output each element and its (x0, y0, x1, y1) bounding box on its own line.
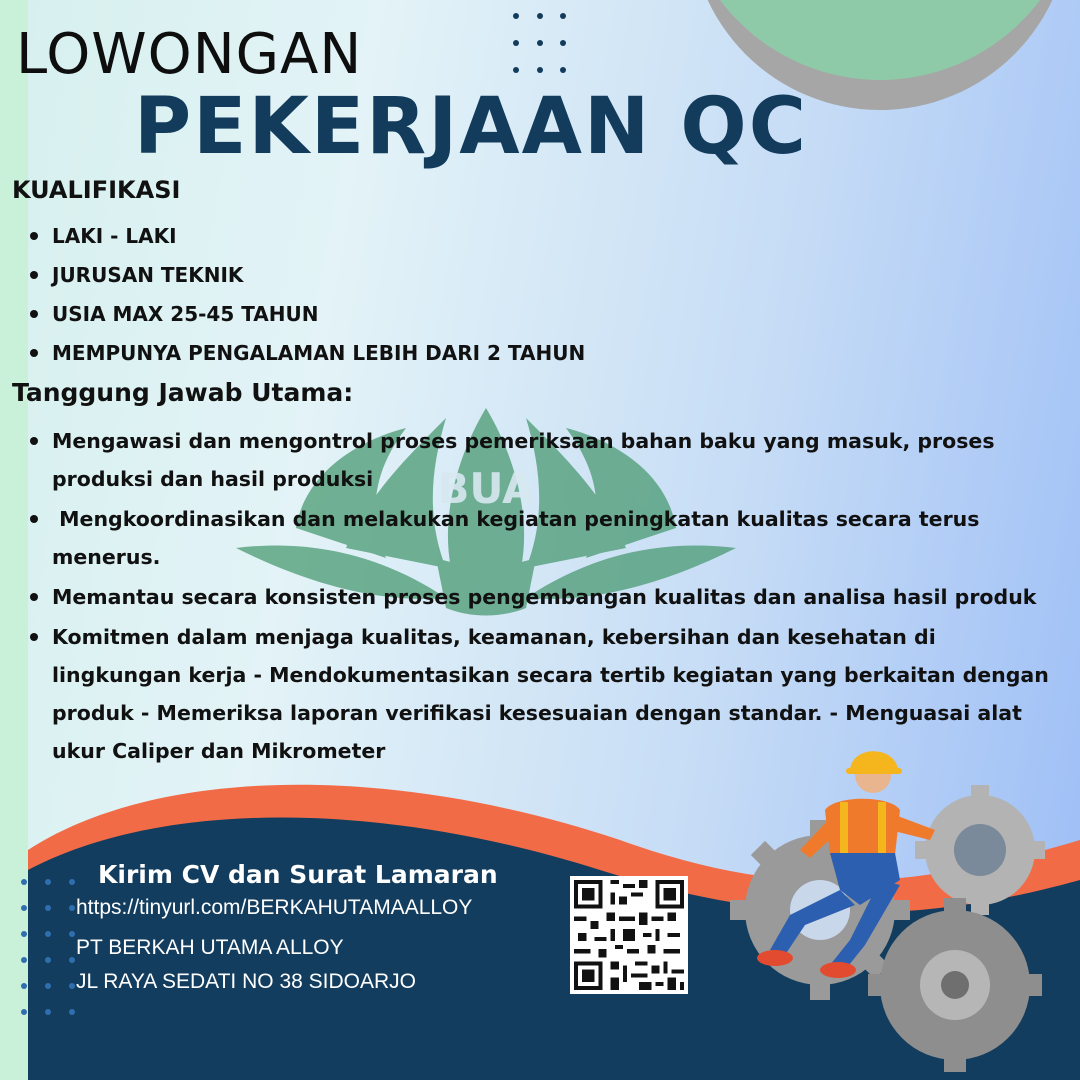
application-link[interactable]: https://tinyurl.com/BERKAHUTAMAALLOY (76, 896, 473, 919)
list-item-text: Mengawasi dan mengontrol proses pemeriksaan bahan baku yang masuk, proses produksi dan hasil produksi (52, 429, 995, 491)
list-item (26, 500, 1066, 576)
list-item (26, 422, 1066, 498)
gear-icon (915, 785, 1045, 915)
title-pekerjaan-qc: PEKERJAAN QC (134, 82, 808, 172)
list-item-text: USIA MAX 25-45 TAHUN (52, 302, 319, 326)
bullet-icon (30, 515, 38, 523)
bullet-icon (30, 232, 38, 240)
dots-top-decoration (513, 13, 566, 73)
bullet-icon (30, 633, 38, 641)
bullet-icon (30, 349, 38, 357)
list-item-text: Memantau secara konsisten proses pengembangan kualitas dan analisa hasil produk (52, 585, 1037, 609)
contact-heading: Kirim CV dan Surat Lamaran (98, 860, 498, 889)
list-item (26, 222, 585, 261)
list-item-text: JURUSAN TEKNIK (52, 263, 244, 287)
qualifications-heading: KUALIFIKASI (12, 176, 181, 204)
list-item (26, 261, 585, 300)
gear-icon (868, 898, 1042, 1072)
logo-text: BUA (437, 464, 535, 513)
responsibilities-list (26, 422, 1066, 772)
bullet-icon (30, 437, 38, 445)
responsibilities-heading: Tanggung Jawab Utama: (12, 378, 354, 407)
company-address: JL RAYA SEDATI NO 38 SIDOARJO (76, 970, 416, 993)
list-item-text: Mengkoordinasikan dan melakukan kegiatan peningkatan kualitas secara terus menerus. (52, 507, 987, 569)
bullet-icon (30, 271, 38, 279)
list-item-text: MEMPUNYA PENGALAMAN LEBIH DARI 2 TAHUN (52, 341, 586, 365)
list-item (26, 578, 1066, 616)
list-item-text: Komitmen dalam menjaga kualitas, keamanan, kebersihan dan kesehatan di lingkungan kerja - Mendokumentasikan secara tertib kegiatan yang berkaitan dengan produk - Memeriksa laporan verifikasi kesesuaian dengan standar. - Menguasai alat ukur Caliper dan Mikrometer (52, 625, 1049, 763)
qr-code[interactable] (570, 876, 688, 994)
bullet-icon (30, 310, 38, 318)
company-name: PT BERKAH UTAMA ALLOY (76, 936, 344, 959)
list-item-text: LAKI - LAKI (52, 224, 177, 248)
qualifications-list (26, 222, 585, 378)
title-lowongan: LOWONGAN (16, 22, 363, 87)
list-item (26, 339, 585, 378)
list-item (26, 300, 585, 339)
worker-gears-illustration (730, 740, 1080, 1080)
bullet-icon (30, 593, 38, 601)
